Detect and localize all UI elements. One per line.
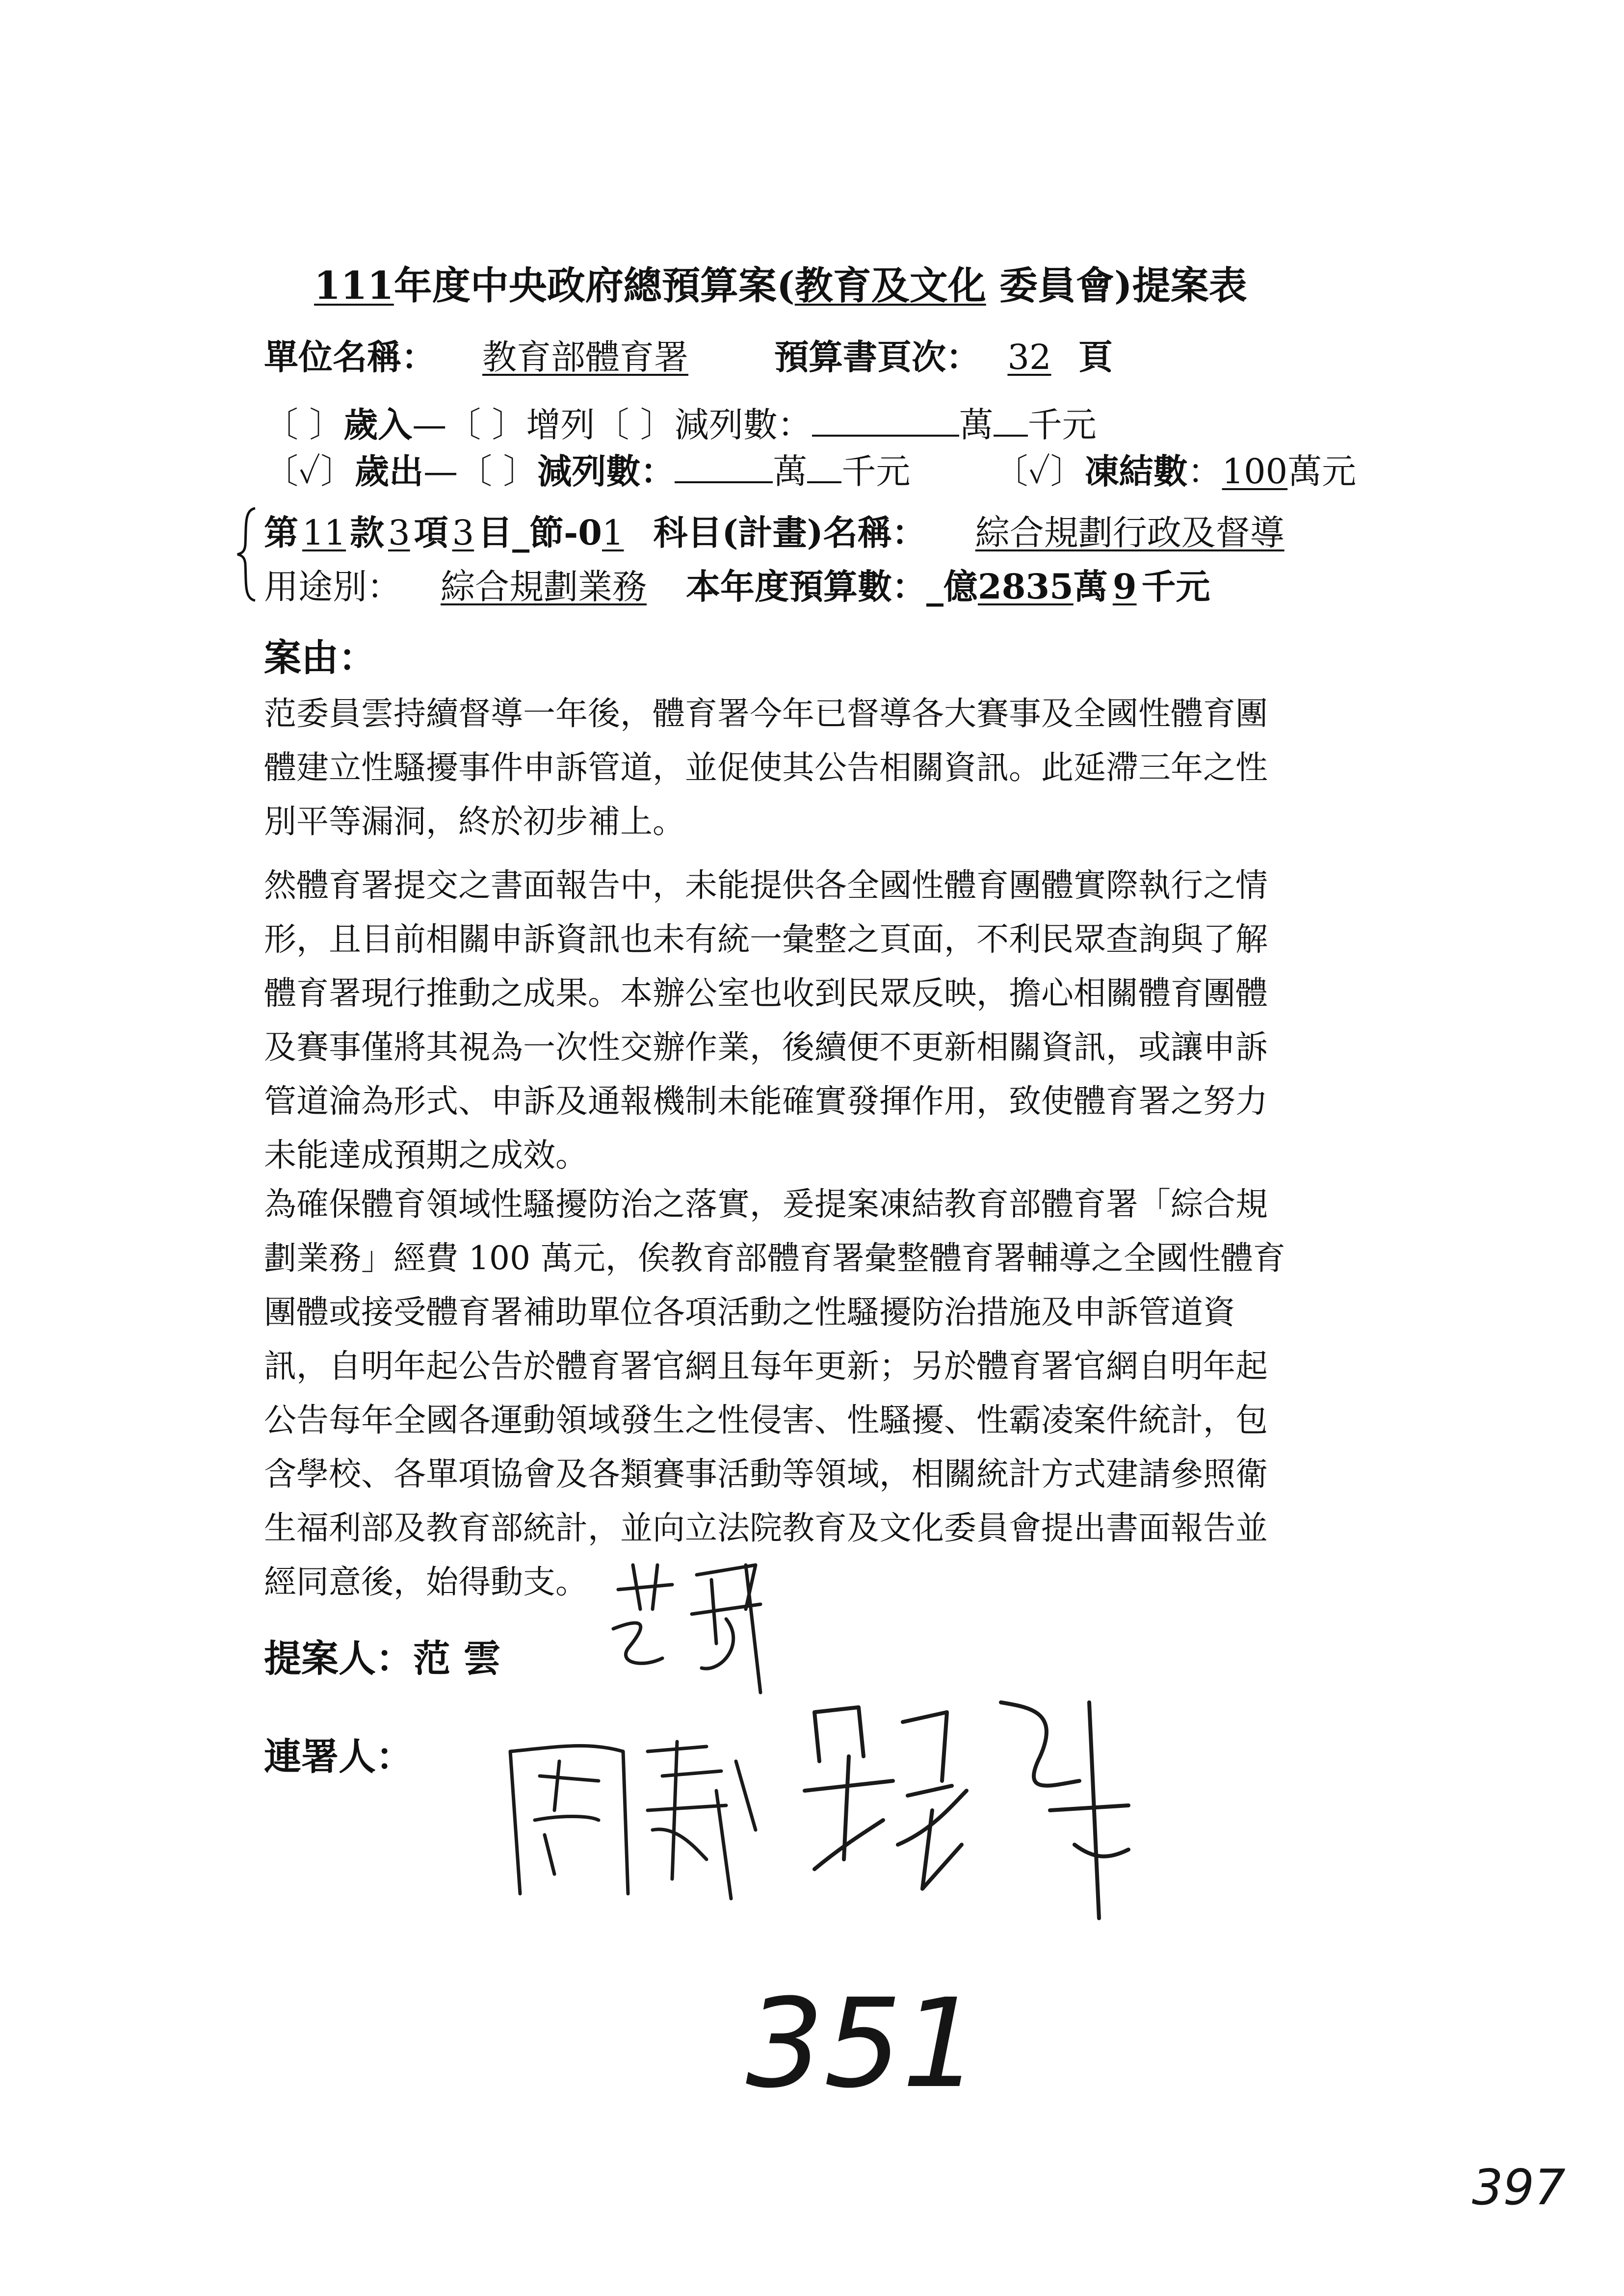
revenue-label: 歲入 <box>343 404 413 445</box>
paragraph-line: 公告每年全國各運動領域發生之性侵害、性騷擾、性霸凌案件統計，包 <box>264 1401 1268 1439</box>
proposer-name: 范 雲 <box>413 1637 501 1680</box>
cosigner-signature-2 <box>785 1683 1153 1977</box>
paragraph-line: 范委員雲持續督導一年後，體育署今年已督導各大賽事及全國性體育團 <box>264 695 1268 732</box>
paragraph-line: 形，且目前相關申訴資訊也未有統一彙整之頁面，不利民眾查詢與了解 <box>264 920 1268 958</box>
expense-wan: 萬 <box>773 451 808 492</box>
handwritten-corner-number: 397 <box>1472 2159 1566 2216</box>
paragraph-line: 未能達成預期之成效。 <box>264 1136 588 1174</box>
revenue-qian: 千元 <box>1027 405 1097 445</box>
proposer-signature <box>599 1545 805 1722</box>
item-di: 第 <box>264 512 298 553</box>
unit-label: 單位名稱： <box>264 337 436 377</box>
expense-decrease-label: 減列數： <box>537 451 675 492</box>
item-mu-label: 目 <box>478 512 513 553</box>
usage-value: 綜合規劃業務 <box>441 567 647 607</box>
subject-value: 綜合規劃行政及督導 <box>975 513 1284 553</box>
subject-label: 科目(計畫)名稱： <box>653 512 926 553</box>
expense-line <box>264 444 1356 494</box>
expense-label: 歲出 <box>355 451 424 492</box>
paragraph-line: 訊，自明年起公告於體育署官網且每年更新；另於體育署官網自明年起 <box>264 1347 1268 1385</box>
budget-wan: 萬 <box>1073 566 1108 607</box>
revenue-wan-blank <box>812 434 959 437</box>
budget-qian: 千元 <box>1141 566 1210 607</box>
title-committee: 教育及文化 <box>794 263 986 308</box>
title-prefix: 年度中央政府總預算案( <box>393 263 795 308</box>
paragraph-line: 體建立性騷擾事件申訴管道，並促使其公告相關資訊。此延滯三年之性 <box>264 749 1268 786</box>
page-value: 32 <box>1007 337 1051 377</box>
title-suffix: 委員會)提案表 <box>986 263 1247 308</box>
reason-heading: 案由： <box>264 636 376 679</box>
freeze-label: 凍結數 <box>1084 451 1188 492</box>
item-kuan: 11 <box>302 513 346 553</box>
item-xiang: 3 <box>388 513 410 553</box>
paragraph-line: 然體育署提交之書面報告中，未能提供各全國性體育團體實際執行之情 <box>264 866 1268 904</box>
page-unit: 頁 <box>1078 337 1113 377</box>
usage-line <box>264 559 1210 609</box>
form-title <box>314 255 1247 310</box>
unit-line <box>264 330 1113 379</box>
freeze-checkbox: 〔✓〕 <box>994 451 1085 492</box>
cosigner-label: 連署人： <box>264 1735 413 1778</box>
paragraph-line: 別平等漏洞，終於初步補上。 <box>264 803 685 840</box>
item-xiang-label: 項 <box>414 512 448 553</box>
budget-qian-value: 9 <box>1112 566 1137 607</box>
paragraph-line: 經同意後，始得動支。 <box>264 1563 588 1601</box>
paragraph-line: 含學校、各單項協會及各類賽事活動等領域，相關統計方式建請參照衛 <box>264 1455 1268 1493</box>
item-kuan-label: 款 <box>350 512 385 553</box>
item-jie: _節-0 <box>512 512 602 553</box>
handwritten-page-number: 351 <box>746 1972 980 2115</box>
paragraph-line: 團體或接受體育署補助單位各項活動之性騷擾防治措施及申訴管道資 <box>264 1293 1235 1331</box>
paragraph-line: 生福利部及教育部統計，並向立法院教育及文化委員會提出書面報告並 <box>264 1509 1268 1547</box>
cosigner-signature-1 <box>500 1732 775 1928</box>
revenue-increase: 〔 〕增列 <box>446 405 595 445</box>
budget-label: 本年度預算數： <box>686 566 926 607</box>
revenue-dash: — <box>412 405 447 445</box>
expense-qian: 千元 <box>841 451 911 492</box>
revenue-checkbox: 〔 〕 <box>264 405 344 445</box>
item-jie-num: 1 <box>602 513 624 553</box>
paragraph-line: 及賽事僅將其視為一次性交辦作業，後續便不更新相關資訊，或讓申訴 <box>264 1028 1268 1066</box>
revenue-wan: 萬 <box>959 405 994 445</box>
reason-paragraph-3 <box>264 1177 1407 1609</box>
paragraph-line: 體育署現行推動之成果。本辦公室也收到民眾反映，擔心相關體育團體 <box>264 974 1268 1012</box>
expense-qian-blank <box>807 481 841 483</box>
budget-yi: _億 <box>926 566 978 607</box>
proposer-line <box>264 1629 500 1682</box>
revenue-line <box>264 397 1097 447</box>
paragraph-line: 管道淪為形式、申訴及通報機制未能確實發揮作用，致使體育署之努力 <box>264 1082 1268 1120</box>
budget-wan-value: 2835 <box>978 566 1074 607</box>
reason-paragraph-1 <box>264 687 1407 849</box>
item-mu: 3 <box>452 513 474 553</box>
unit-value: 教育部體育署 <box>482 337 688 377</box>
expense-decrease-box: 〔 〕 <box>458 451 538 492</box>
page-label: 預算書頁次： <box>774 337 980 377</box>
freeze-unit: 萬元 <box>1287 451 1357 492</box>
freeze-colon: ： <box>1187 451 1222 492</box>
reason-paragraph-2 <box>264 859 1407 1182</box>
expense-checkbox: 〔✓〕 <box>264 451 355 492</box>
paragraph-line: 劃業務」經費 100 萬元，俟教育部體育署彙整體育署輔導之全國性體育 <box>264 1239 1285 1277</box>
proposer-label: 提案人： <box>264 1637 413 1680</box>
paragraph-line: 為確保體育領域性騷擾防治之落實，爰提案凍結教育部體育署「綜合規 <box>264 1185 1268 1223</box>
expense-dash: — <box>423 451 458 492</box>
title-year: 111 <box>314 263 394 308</box>
left-brace <box>236 505 260 603</box>
freeze-value: 100 <box>1222 451 1288 492</box>
revenue-decrease: 〔 〕減列數： <box>595 405 812 445</box>
item-line <box>264 505 1334 555</box>
revenue-qian-blank <box>994 434 1028 437</box>
expense-wan-blank <box>675 481 773 483</box>
usage-label: 用途別： <box>264 567 401 607</box>
